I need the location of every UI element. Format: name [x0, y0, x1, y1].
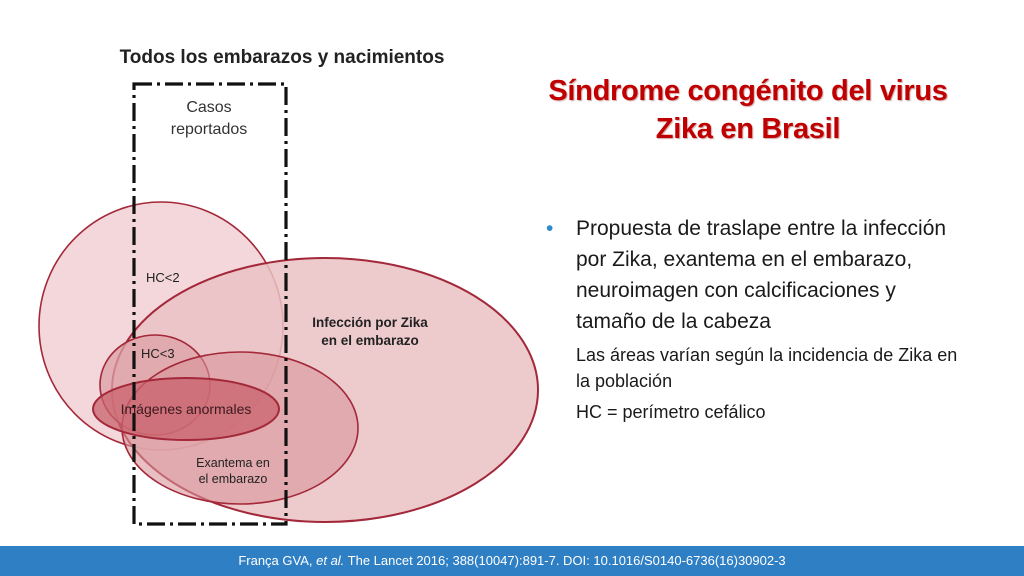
venn-diagram: [0, 0, 540, 546]
abnormal-imaging-label: Imágenes anormales: [120, 401, 252, 417]
bullet-dot-icon: •: [546, 217, 554, 240]
bullet-sub-1: Las áreas varían según la incidencia de Zika en la población: [576, 345, 958, 391]
box-label-line2: reportados: [170, 121, 248, 138]
citation-rest: The Lancet 2016; 388(10047):891-7. DOI: 10.1016/S0140-6736(16)30902-3: [344, 553, 786, 568]
slide-title-line1: Síndrome congénito del virus: [548, 75, 948, 107]
bullet-main-text: Propuesta de traslape entre la infección por Zika, exantema en el embarazo, neuroimagen con calcificaciones y tamaño de la cabeza: [576, 217, 947, 333]
footer-citation: [0, 553, 1024, 568]
footer-bar: [0, 546, 1024, 576]
bullet-main: [546, 213, 966, 337]
diagram-heading: Todos los embarazos y nacimientos: [119, 47, 445, 68]
hc2-label: HC<2: [146, 270, 180, 285]
citation-etal: et al.: [316, 553, 345, 568]
zika-label-line2: en el embarazo: [321, 333, 419, 348]
slide-title-line2: Zika en Brasil: [655, 113, 841, 145]
citation-prefix: França GVA,: [238, 553, 317, 568]
bullet-list: [546, 213, 966, 425]
bullet-sub-2: HC = perímetro cefálico: [576, 402, 766, 422]
rash-label-line2: el embarazo: [198, 472, 268, 486]
rash-label-line1: Exantema en: [196, 456, 270, 470]
box-label-line1: Casos: [186, 99, 232, 116]
zika-label-line1: Infección por Zika: [312, 315, 428, 330]
slide-title: [498, 72, 998, 148]
hc3-label: HC<3: [141, 346, 175, 361]
